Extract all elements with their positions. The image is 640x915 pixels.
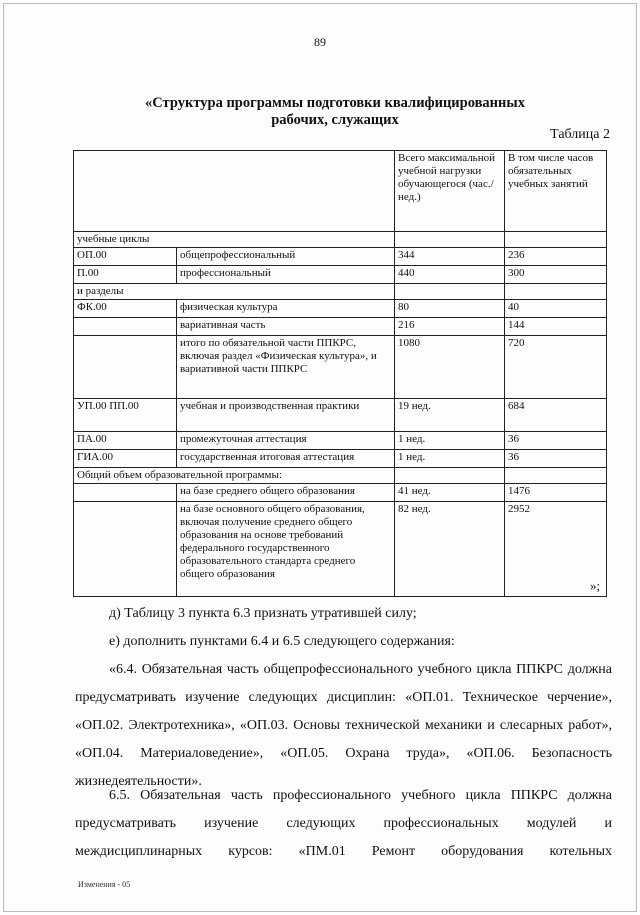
table-row [74,266,607,284]
empty-cell [395,468,505,484]
row-name: промежуточная аттестация [177,432,395,450]
empty-cell [395,284,505,300]
footer-note: Изменения - 05 [78,880,131,889]
row-max-load: 82 нед. [395,502,505,597]
row-mandatory: 36 [505,450,607,468]
structure-table-body [74,151,607,597]
empty-cell [505,232,607,248]
row-mandatory: 720 [505,336,607,399]
table-section-row [74,284,607,300]
row-max-load: 216 [395,318,505,336]
row-max-load: 1 нед. [395,450,505,468]
row-mandatory: 2952 [505,502,607,597]
table-row [74,318,607,336]
table-row [74,450,607,468]
row-name: физическая культура [177,300,395,318]
table-label: Таблица 2 [550,127,610,142]
table-section-row [74,468,607,484]
row-code: ГИА.00 [74,450,177,468]
row-code [74,484,177,502]
empty-cell [395,232,505,248]
row-name: общепрофессиональный [177,248,395,266]
section-label: и разделы [74,284,395,300]
page-number: 89 [314,35,326,49]
empty-cell [505,284,607,300]
row-mandatory: 36 [505,432,607,450]
row-max-load: 440 [395,266,505,284]
table-header-row [74,151,607,232]
header-max-load: Всего максимальной учебной нагрузки обучающегося (час./нед.) [395,151,505,232]
row-max-load: 344 [395,248,505,266]
section-label: Общий объем образовательной программы: [74,468,395,484]
row-max-load: 1 нед. [395,432,505,450]
row-name: на базе основного общего образования, включая получение среднего общего образования на основе требований федерального государственного образовательного стандарта среднего общего образования [177,502,395,597]
row-code [74,318,177,336]
header-empty-cell [74,151,395,232]
table-row [74,248,607,266]
row-code: ФК.00 [74,300,177,318]
row-name: государственная итоговая аттестация [177,450,395,468]
row-mandatory: 300 [505,266,607,284]
paragraph-6-5: 6.5. Обязательная часть профессионального учебного цикла ППКРС должна предусматривать изучение следующих профессиональных модулей и междисциплинарных курсов: «ПМ.01 Ремонт оборудования котельных [75,788,612,859]
row-max-load: 19 нед. [395,399,505,432]
table-row [74,432,607,450]
section-label: учебные циклы [74,232,395,248]
paragraph-d: д) Таблицу 3 пункта 6.3 признать утратившей силу; [109,606,417,621]
row-max-load: 41 нед. [395,484,505,502]
header-mandatory: В том числе часов обязательных учебных занятий [505,151,607,232]
table-row [74,336,607,399]
document-title [100,95,570,129]
row-code: П.00 [74,266,177,284]
row-name: вариативная часть [177,318,395,336]
table-row [74,484,607,502]
row-mandatory: 236 [505,248,607,266]
title-line-1: «Структура программы подготовки квалифицированных [145,95,525,111]
row-code [74,336,177,399]
table-row [74,502,607,597]
row-code: ОП.00 [74,248,177,266]
row-name: на базе среднего общего образования [177,484,395,502]
paragraph-e: е) дополнить пунктами 6.4 и 6.5 следующего содержания: [109,634,455,649]
row-name: профессиональный [177,266,395,284]
row-code [74,502,177,597]
table-section-row [74,232,607,248]
row-mandatory: 40 [505,300,607,318]
row-code: УП.00 ПП.00 [74,399,177,432]
row-mandatory: 144 [505,318,607,336]
structure-table [73,150,607,597]
table-row [74,399,607,432]
row-mandatory: 1476 [505,484,607,502]
paragraph-6-4: «6.4. Обязательная часть общепрофессионального учебного цикла ППКРС должна предусматривать изучение следующих дисциплин: «ОП.01. Техническое черчение», «ОП.02. Электротехника», «ОП.03. Основы технической механики и слесарных работ», «ОП.04. Материаловедение», «ОП.05. Охрана труда», «ОП.06. Безопасность жизнедеятельности». [75,662,612,789]
table-row [74,300,607,318]
title-line-2: рабочих, служащих [271,112,399,128]
row-name: учебная и производственная практики [177,399,395,432]
row-mandatory: 684 [505,399,607,432]
row-code: ПА.00 [74,432,177,450]
closing-quote: »; [590,578,601,593]
row-max-load: 80 [395,300,505,318]
row-max-load: 1080 [395,336,505,399]
row-name: итого по обязательной части ППКРС, включая раздел «Физическая культура», и вариативной части ППКРС [177,336,395,399]
empty-cell [505,468,607,484]
